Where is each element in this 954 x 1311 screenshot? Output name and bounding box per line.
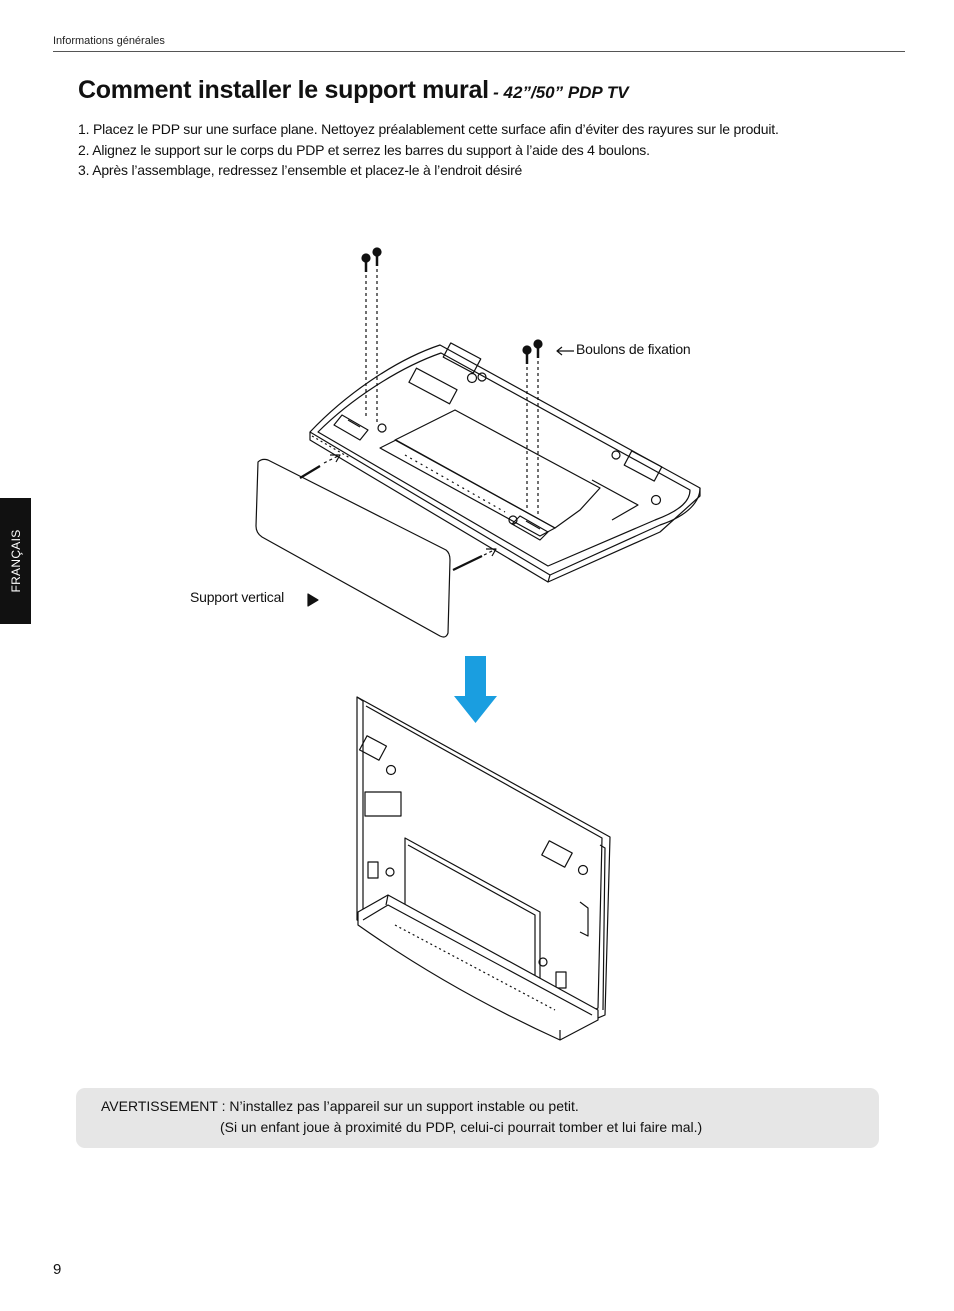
stand-label-pointer — [308, 594, 318, 606]
page-title-sub: - 42”/50” PDP TV — [493, 83, 629, 102]
page-number: 9 — [53, 1261, 62, 1278]
warning-line-2: (Si un enfant joue à proximité du PDP, celui-ci pourrait tomber et lui faire mal.) — [220, 1119, 703, 1135]
stand-label: Support vertical — [190, 589, 285, 605]
step-item: 3. Après l’assemblage, redressez l’ensemble et placez-le à l’endroit désiré — [78, 162, 523, 178]
bolts-label: Boulons de fixation — [576, 341, 691, 357]
tv-standing-on-stand — [357, 697, 610, 1040]
warning-line-1: AVERTISSEMENT : N’installez pas l’appareil sur un support instable ou petit. — [101, 1098, 579, 1114]
language-tab-label: FRANÇAIS — [8, 529, 23, 593]
page-title-main: Comment installer le support mural — [78, 76, 489, 104]
step-item: 2. Alignez le support sur le corps du PDP et serrez les barres du support à l’aide des 4 boulons. — [78, 141, 650, 158]
step-item: 1. Placez le PDP sur une surface plane. Nettoyez préalablement cette surface afin d’éviter des rayures sur le produit. — [78, 121, 779, 137]
down-arrow-icon — [454, 656, 497, 723]
warning-box — [76, 1088, 879, 1148]
bolts-label-arrow — [557, 347, 574, 355]
section-header: Informations générales — [53, 35, 165, 47]
